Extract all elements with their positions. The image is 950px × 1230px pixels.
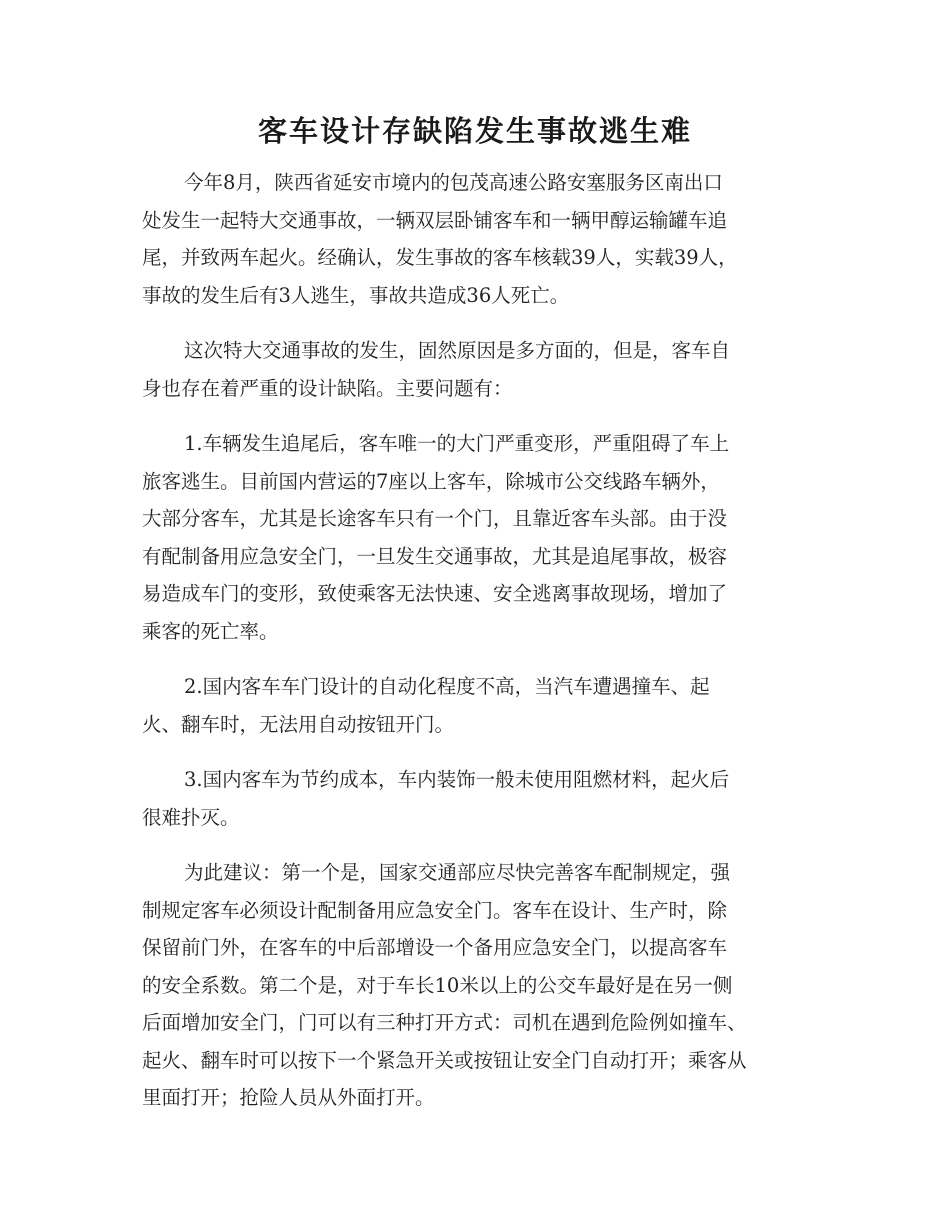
paragraph-line: 1.车辆发生追尾后，客车唯一的大门严重变形，严重阻碍了车上 — [184, 432, 730, 455]
paragraph-cause-intro — [142, 332, 812, 407]
paragraph-line: 制规定客车必须设计配制备用应急安全门。客车在设计、生产时，除 — [142, 898, 728, 922]
paragraph-accident-summary — [142, 164, 812, 314]
paragraph-line: 有配制备用应急安全门，一旦发生交通事故，尤其是追尾事故，极容 — [142, 544, 728, 568]
paragraph-line: 易造成车门的变形，致使乘客无法快速、安全逃离事故现场，增加了 — [142, 582, 728, 605]
paragraph-line: 尾，并致两车起火。经确认，发生事故的客车核载39人，实载39人， — [142, 246, 738, 269]
paragraph-line: 保留前门外，在客车的中后部增设一个备用应急安全门，以提高客车 — [142, 936, 728, 959]
paragraph-line: 这次特大交通事故的发生，固然原因是多方面的，但是，客车自 — [184, 339, 731, 362]
paragraph-line: 为此建议：第一个是，国家交通部应尽快完善客车配制规定，强 — [184, 861, 731, 884]
paragraph-line: 乘客的死亡率。 — [142, 619, 279, 643]
paragraph-line: 3.国内客车为节约成本，车内装饰一般未使用阻燃材料，起火后 — [184, 768, 730, 791]
paragraph-line: 2.国内客车车门设计的自动化程度不高，当汽车遭遇撞车、起 — [184, 675, 710, 698]
document-body — [142, 164, 812, 1135]
paragraph-recommendations — [142, 854, 812, 1117]
paragraph-line: 后面增加安全门，门可以有三种打开方式：司机在遇到危险例如撞车、 — [142, 1011, 747, 1034]
paragraph-line: 很难扑灭。 — [142, 805, 240, 829]
paragraph-issue-2 — [142, 668, 812, 743]
paragraph-issue-3 — [142, 761, 812, 836]
paragraph-line: 的安全系数。第二个是，对于车长10米以上的公交车最好是在另一侧 — [142, 973, 733, 997]
paragraph-line: 身也存在着严重的设计缺陷。主要问题有： — [142, 376, 513, 400]
paragraph-line: 事故的发生后有3人逃生，事故共造成36人死亡。 — [142, 283, 570, 307]
paragraph-line: 处发生一起特大交通事故，一辆双层卧铺客车和一辆甲醇运输罐车追 — [142, 208, 728, 232]
paragraph-line: 里面打开；抢险人员从外面打开。 — [142, 1086, 435, 1109]
paragraph-line: 今年8月，陕西省延安市境内的包茂高速公路安塞服务区南出口 — [184, 171, 723, 194]
paragraph-line: 大部分客车，尤其是长途客车只有一个门，且靠近客车头部。由于没 — [142, 507, 728, 530]
document-title: 客车设计存缺陷发生事故逃生难 — [257, 114, 692, 148]
paragraph-line: 起火、翻车时可以按下一个紧急开关或按钮让安全门自动打开；乘客从 — [142, 1048, 747, 1072]
paragraph-line: 旅客逃生。目前国内营运的7座以上客车，除城市公交线路车辆外， — [142, 469, 720, 493]
paragraph-issue-1 — [142, 425, 812, 650]
paragraph-line: 火、翻车时，无法用自动按钮开门。 — [142, 712, 455, 736]
